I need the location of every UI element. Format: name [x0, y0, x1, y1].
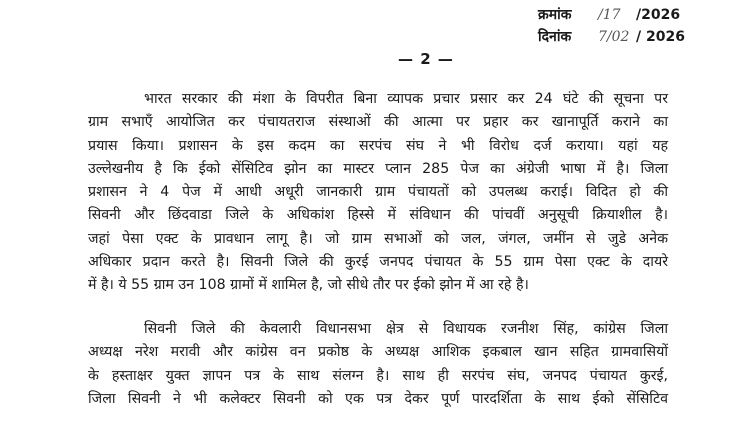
- date-year: / 2026: [636, 29, 685, 45]
- page-number: — 2 —: [398, 50, 454, 68]
- ref-number-value: /17: [598, 7, 621, 23]
- date-line: [538, 26, 685, 48]
- paragraph-line: अध्यक्ष नरेश मरावी और कांग्रेस वन प्रकोष्ठ के अध्यक्ष आशिक इकबाल खान सहित ग्रामवासियों: [88, 344, 668, 361]
- paragraph-line: भारत सरकार की मंशा के विपरीत बिना व्यापक प्रचार प्रसार कर 24 घंटे की सूचना पर: [144, 91, 668, 107]
- ref-number-year: /2026: [636, 7, 681, 23]
- ref-number-line: [538, 4, 685, 26]
- paragraph-line: अधिकार प्रदान करते है। सिवनी जिले की कुरई जनपद पंचायत के 55 ग्राम पेसा एक्ट के दायरे: [88, 254, 668, 271]
- paragraph-line: उल्लेखनीय है कि ईको सेंसिटिव झोन का मास्टर प्लान 285 पेज का अंग्रेजी भाषा में है। जिला: [88, 160, 668, 177]
- paragraph-line: जहां पेसा एक्ट के प्रावधान लागू है। जो ग्राम सभाओं को जल, जंगल, जमींन से जुडे अनेक: [88, 230, 668, 247]
- reference-block: [538, 4, 685, 48]
- paragraph-line: सिवनी जिले की केवलारी विधानसभा क्षेत्र से विधायक रजनीश सिंह, कांग्रेस जिला: [144, 321, 668, 337]
- ref-number-label: क्रमांक: [538, 7, 572, 23]
- paragraph-line: के हस्ताक्षर युक्त ज्ञापन पत्र के साथ संलग्न है। साथ ही सरपंच संघ, जनपद पंचायत कुरई,: [88, 367, 668, 384]
- paragraph-line: प्रयास किया। प्रशासन के इस कदम का सरपंच संघ ने भी विरोध दर्ज कराया। यहां यह: [88, 137, 668, 154]
- date-label: दिनांक: [538, 29, 572, 45]
- paragraph-line: प्रशासन ने 4 पेज में आधी अधूरी जानकारी ग्राम पंचायतों को उपलब्ध कराई। विदित हो की: [88, 184, 668, 201]
- paragraph-1: [88, 88, 668, 298]
- paragraph-line: जिला सिवनी ने भी कलेक्टर सिवनी को एक पत्र देकर पूर्ण पारदर्शिता के साथ ईको सेंसिटिव: [88, 390, 668, 407]
- date-value: 7/02: [598, 29, 630, 45]
- paragraph-line: ग्राम सभाएँ आयोजित कर पंचायतराज संस्थाओं की आत्मा पर प्रहार कर खानापूर्ति कराने का: [88, 114, 668, 131]
- paragraph-line: में है। ये 55 ग्राम उन 108 ग्रामों में शामिल है, जो सीधे तौर पर ईको झोन में आ रहे है।: [88, 277, 529, 294]
- paragraph-2: [88, 318, 668, 411]
- paragraph-line: सिवनी और छिंदवाडा जिले के अधिकांश हिस्से में संविधान की पांचवीं अनुसूची क्रियाशील है।: [88, 207, 668, 224]
